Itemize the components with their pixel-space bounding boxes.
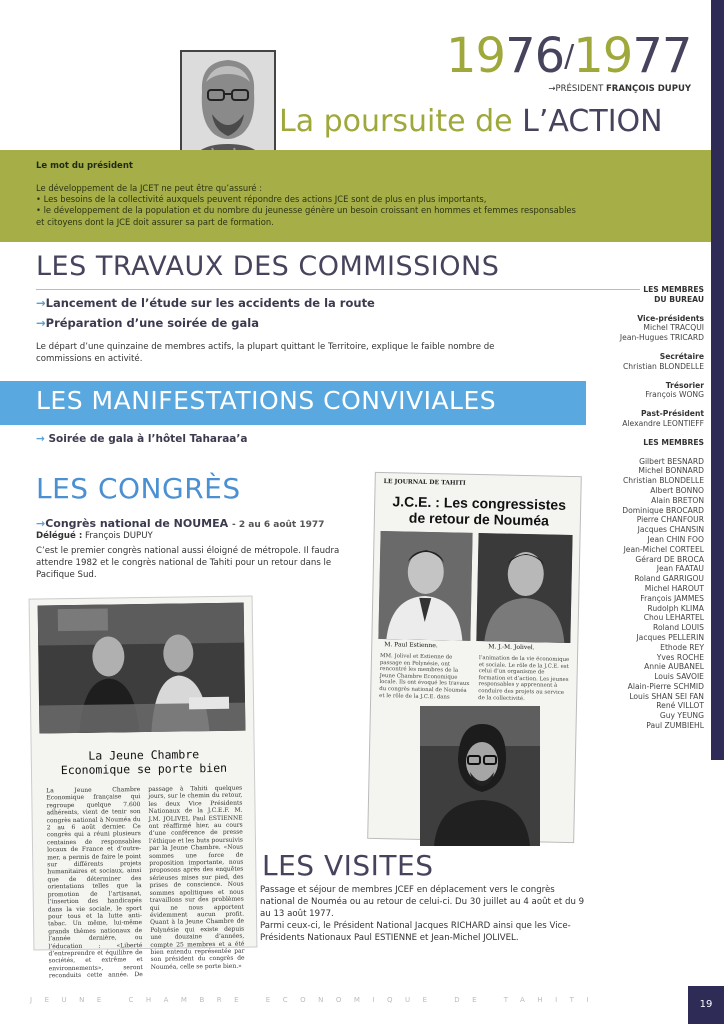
message-line: • le développement de la population et du nombre du jeunesse génère un besoin croissant en hommes et femmes responsables — [36, 205, 576, 216]
year-start-prefix: 19 — [446, 28, 506, 84]
congres-heading: LES CONGRÈS — [36, 472, 241, 505]
years-title — [446, 28, 691, 84]
sidebar-member: Jean-Michel CORTEEL — [623, 544, 704, 554]
clipping-caption: M. Paul Estienne. — [384, 641, 438, 650]
sidebar-member: Jacques PELLERIN — [636, 632, 704, 642]
president-message-title: Le mot du président — [36, 161, 133, 171]
sidebar-role-label: Secrétaire — [659, 351, 704, 361]
sidebar-member: Ethode REY — [660, 642, 704, 652]
sidebar-title: LES MEMBRES — [643, 437, 704, 447]
clipping-photo-image — [420, 706, 540, 846]
page-number: 19 — [688, 986, 724, 1024]
heading-divider — [36, 289, 640, 290]
clipping-headline — [54, 747, 234, 778]
clipping-photo-image — [476, 533, 572, 643]
visites-paragraph: Passage et séjour de membres JCEF en déplacement vers le congrès national de Nouméa ou au retour de celui-ci. Du 30 juillet au 4 août et du 9 au 13 août 1977. — [260, 885, 585, 919]
arrow-icon: → — [36, 296, 46, 310]
sidebar-member: Christian BLONDELLE — [622, 361, 704, 371]
delegue-name: François DUPUY — [85, 531, 153, 541]
sidebar-member: Jean CHIN FOO — [647, 534, 704, 544]
sidebar-title: DU BUREAU — [654, 294, 704, 304]
commission-item — [36, 316, 259, 330]
year-end-suffix: 77 — [632, 28, 692, 84]
page-title — [279, 104, 663, 139]
sidebar-member: Jean-Hugues TRICARD — [619, 333, 704, 343]
manifestations-heading: LES MANIFESTATIONS CONVIVIALES — [36, 386, 497, 415]
arrow-icon: → — [36, 433, 45, 445]
message-line: Le développement de la JCET ne peut être qu’assuré : — [36, 183, 263, 193]
congres-dates: - 2 au 6 août 1977 — [231, 520, 325, 530]
congres-text: C’est le premier congrès national aussi éloigné de métropole. Il faudra attendre 1982 et le congrès national de Tahiti pour un retour dans le Pacifique Sud. — [36, 546, 340, 580]
message-line: • Les besoins de la collectivité auxquels peuvent répondre des actions JCE sont de plus en plus importants, — [36, 194, 487, 205]
delegue-line — [36, 531, 153, 541]
sidebar-member: Louis SAVOIE — [654, 672, 704, 682]
commissions-text: Le départ d’une quinzaine de membres actifs, la plupart quittant le Territoire, explique le faible nombre de commissions en activité. — [36, 342, 495, 364]
footer-text: JEUNE CHAMBRE ECONOMIQUE DE TAHITI — [30, 996, 601, 1004]
manifestation-item — [36, 433, 247, 445]
sidebar-member: Christian BLONDELLE — [622, 476, 704, 486]
president-label: PRÉSIDENT — [555, 84, 604, 94]
sidebar-member: Chou LEHARTEL — [643, 613, 704, 623]
clipping-photo-image — [38, 603, 246, 734]
president-name: FRANÇOIS DUPUY — [606, 84, 691, 94]
arrow-icon: → — [36, 517, 46, 530]
sidebar-member: Alain BRETON — [651, 495, 704, 505]
sidebar-member: Gérard DE BROCA — [635, 554, 704, 564]
visites-text — [260, 884, 586, 944]
congres-item-label: Congrès national de NOUMEA — [45, 517, 229, 530]
sidebar-title: LES MEMBRES — [643, 285, 704, 294]
clipping-photo — [476, 533, 572, 643]
sidebar-member: Dominique BROCARD — [622, 505, 704, 515]
clipping-body: La Jeune Chambre Economique française qui regroupe quelque 7.600 adhérents, vient de tenir son congrès national à Nouméa du 2 au 6 août dernier. Ce congrès qui a réuni plusieurs centaines de responsables locaux de France et d’outre-mer, a permis de faire le point sur différents projets humanitaires et sociaux, ainsi que de déterminer des orientations telles que la promotion de l’artisanat, l’insertion des handicapés dans la vie sociale, le sport pour tous et la lutte anti-tabac. Un même, lui-même grands thèmes nationaux de l’année dernière, ou l’éducation : «Liberté d’entreprendre et équilibre de sociétés, et extrême et environnements», seront reconduits cette année. De passage à Tahiti quelques jours, sur le chemin du retour, les deux Vice Présidents Nationaux de la J.C.E.F. M. J.M. JOLIVEL Paul ESTIENNE ont réaffirmé hier, au cours d’une conférence de presse l’éthique et les buts poursuivis par la Jeune Chambre. «Nous sommes une force de proposition importante, nous proposons après des enquêtes sérieuses mises sur pied, des prises de conscience. Nous sommes apolitiques et nous travaillons sur des problèmes qui ne nous apportent évidemment aucun profit. Quant à la Jeune Chambre de Polynésie qui existe depuis une douzaine d’années, compte 25 membres et a été bien entendu représentée par son président du congrès de Nouméa, celle se porte bien.» — [46, 784, 245, 980]
clipping-masthead: LE JOURNAL DE TAHITI — [383, 478, 466, 487]
clipping-photo-bottom — [420, 706, 540, 846]
clipping-photo-image — [378, 531, 472, 641]
commission-item — [36, 296, 375, 310]
president-line — [535, 84, 691, 94]
sidebar-member: Alain-Pierre SCHMID — [627, 681, 704, 691]
year-end-prefix: 19 — [573, 28, 633, 84]
arrow-icon: → — [548, 84, 556, 94]
sidebar-member: René VILLOT — [656, 701, 704, 711]
sidebar-member: Roland LOUIS — [653, 623, 704, 633]
sidebar-member: Michel BONNARD — [638, 466, 704, 476]
sidebar-member: Jacques CHANSIN — [637, 525, 704, 535]
sidebar-member: Yves ROCHE — [656, 652, 704, 662]
sidebar-member: Roland GARRIGOU — [634, 574, 704, 584]
visites-heading: LES VISITES — [262, 849, 434, 882]
manifestation-item-label: Soirée de gala à l’hôtel Taharaa’a — [48, 433, 248, 445]
clipping-headline: J.C.E. : Les congressistes de retour de Nouméa — [392, 493, 567, 529]
arrow-icon: → — [36, 316, 46, 330]
sidebar-member: Albert BONNO — [650, 485, 704, 495]
message-line: et citoyens dont la JCE doit assurer sa part de formation. — [36, 216, 274, 227]
sidebar-member: Gilbert BESNARD — [639, 456, 704, 466]
sidebar-member: François JAMMES — [640, 593, 704, 603]
clipping-body: MM. Jolivel et Estienne de passage en Polynésie, ont rencontré les membres de la Jeune Chambre Economique locale. Ils ont évoqué les travaux du congrès national de Nouméa et le rôle de la J.C.E. dans l’animation de la vie économique et sociale. Le rôle de la J.C.E. est celui d’un organisme de formation et d’action. Les jeunes responsables y apprennent à conduire des projets au service de la collectivité. — [379, 653, 570, 702]
commissions-heading: LES TRAVAUX DES COMMISSIONS — [36, 251, 500, 282]
sidebar-member: Rudolph KLIMA — [647, 603, 704, 613]
clipping-headline-line: La Jeune Chambre — [88, 747, 200, 763]
sidebar-accent-bar — [711, 0, 724, 760]
commission-item-label: Préparation d’une soirée de gala — [45, 316, 259, 330]
commission-item-label: Lancement de l’étude sur les accidents de la route — [45, 296, 375, 310]
visites-paragraph: Parmi ceux-ci, le Président National Jacques RICHARD ainsi que les Vice-Présidents Nationaux Paul ESTIENNE et Jean-Michel JOLIVEL. — [260, 921, 571, 943]
delegue-label: Délégué : — [36, 531, 83, 541]
title-part1: La poursuite de — [279, 104, 513, 139]
sidebar-member: Michel HAROUT — [644, 583, 704, 593]
year-slash: / — [564, 39, 574, 74]
congres-item — [36, 517, 324, 530]
sidebar-role-label: Vice-présidents — [637, 313, 704, 323]
members-sidebar — [600, 285, 704, 731]
title-part2: L’ACTION — [522, 104, 663, 139]
clipping-caption: M. J.-M. Jolivel. — [488, 643, 535, 652]
clipping-photo — [38, 603, 246, 734]
sidebar-member: Alexandre LEONTIEFF — [622, 418, 704, 428]
sidebar-member: Guy YEUNG — [659, 711, 704, 721]
clipping-photo — [378, 531, 472, 641]
year-start-suffix: 76 — [505, 28, 565, 84]
members-list — [600, 457, 704, 731]
clipping-headline-line: Economique se porte bien — [60, 760, 228, 778]
sidebar-member: Annie AUBANEL — [644, 662, 704, 672]
sidebar-member: François WONG — [645, 390, 704, 400]
sidebar-role-label: Past-Président — [641, 409, 704, 419]
sidebar-member: Paul ZUMBIEHL — [646, 721, 704, 731]
sidebar-member: Michel TRACQUI — [643, 323, 704, 333]
newspaper-clipping-1 — [30, 596, 257, 980]
sidebar-member: Louis SHAN SEI FAN — [629, 691, 704, 701]
president-message-text — [36, 183, 656, 228]
sidebar-member: Jean FAATAU — [656, 564, 704, 574]
sidebar-role-label: Trésorier — [665, 380, 704, 390]
sidebar-member: Pierre CHANFOUR — [636, 515, 704, 525]
